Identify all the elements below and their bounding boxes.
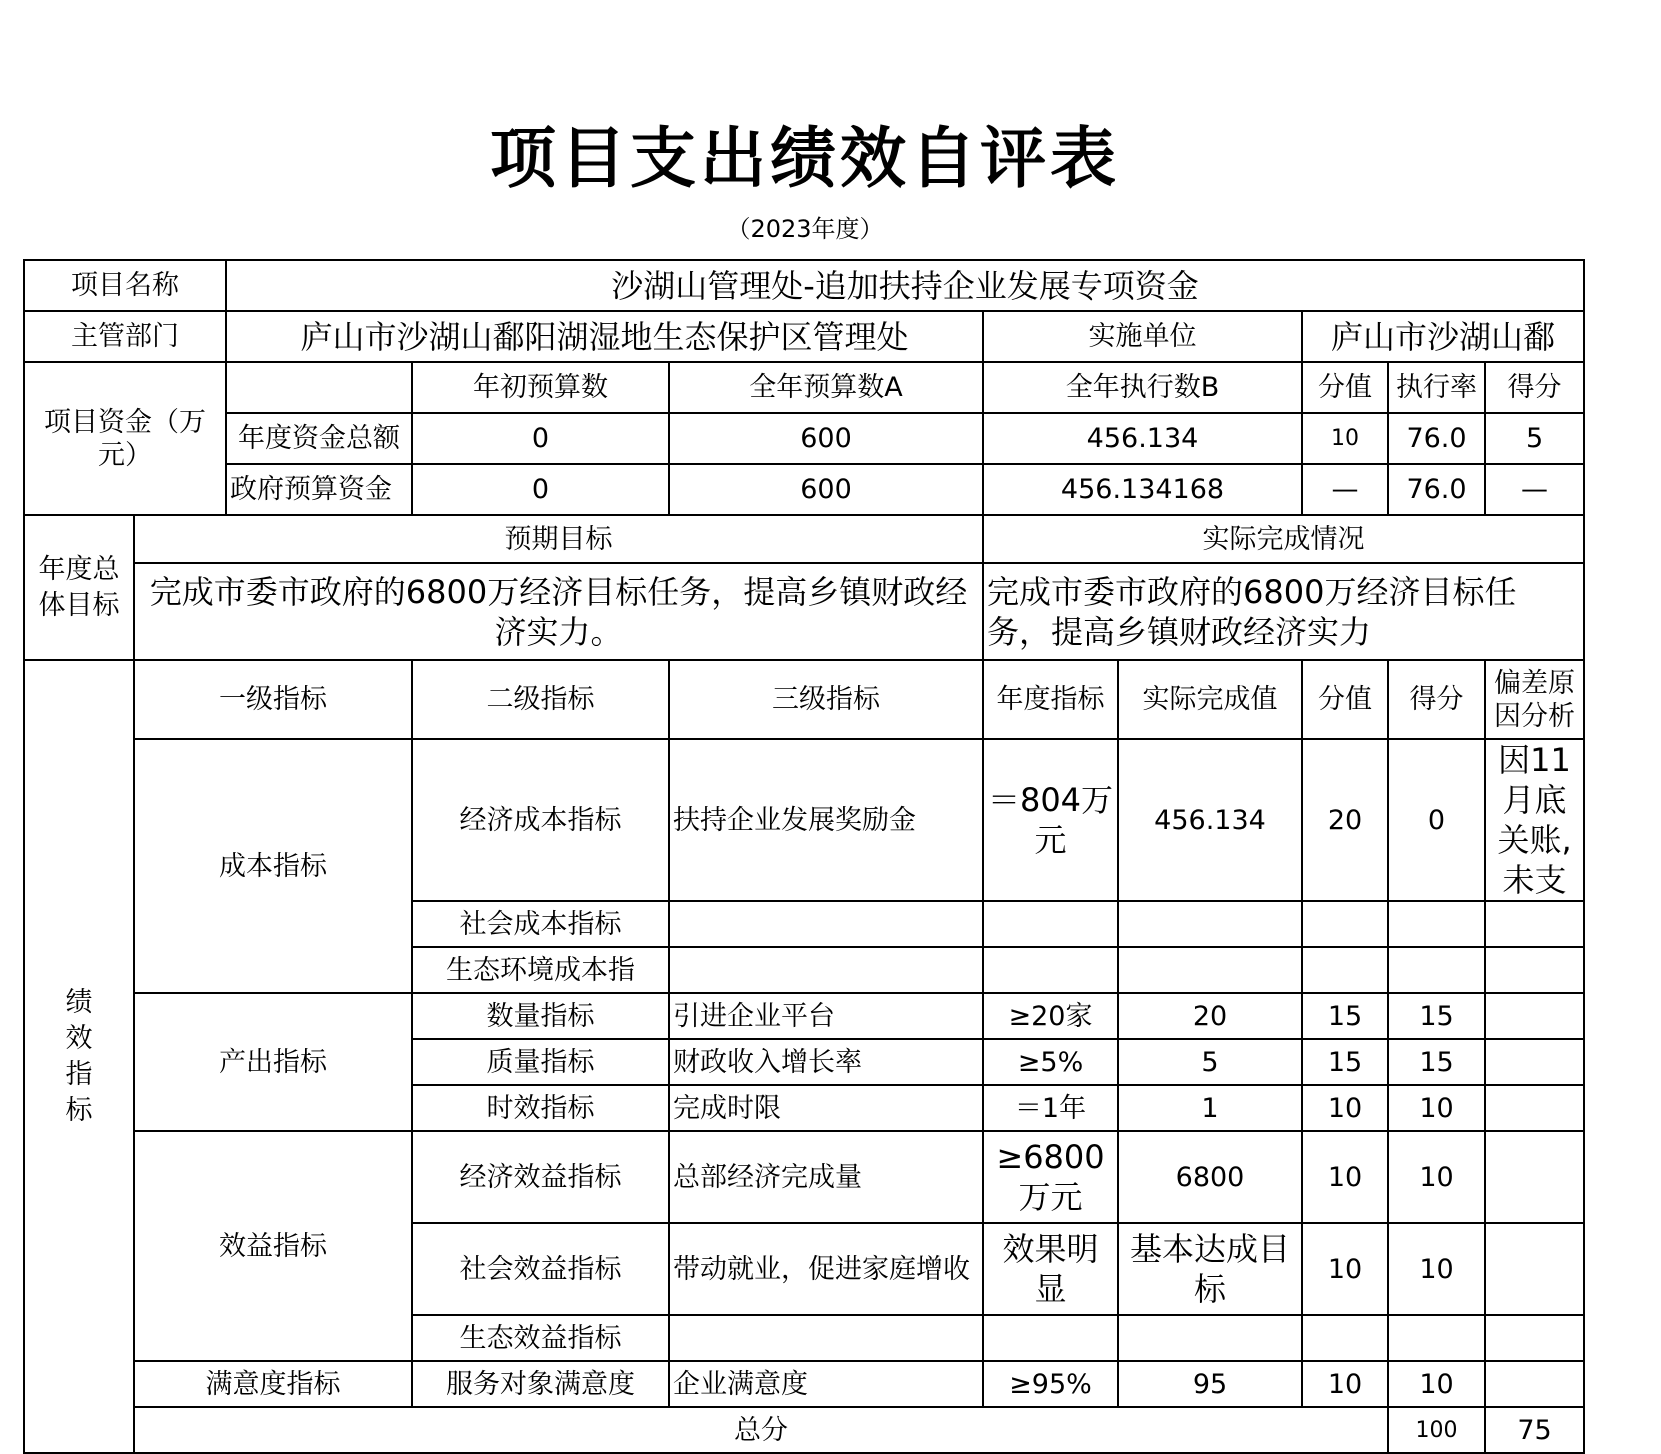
funds-header-score-value: 分值 bbox=[1302, 362, 1388, 413]
funds-header-initial: 年初预算数 bbox=[412, 362, 669, 413]
funds-row-rate: 76.0 bbox=[1388, 413, 1485, 464]
dept-label: 主管部门 bbox=[24, 311, 226, 362]
indicator-value: 10 bbox=[1302, 1223, 1388, 1315]
indicator-header-l1: 一级指标 bbox=[134, 660, 412, 739]
indicator-header-score: 得分 bbox=[1388, 660, 1485, 739]
total-label: 总分 bbox=[134, 1407, 1388, 1453]
performance-indicator-label bbox=[24, 660, 134, 1453]
indicator-l2: 社会效益指标 bbox=[412, 1223, 669, 1315]
indicator-row bbox=[24, 739, 1584, 901]
level1-satisfaction: 满意度指标 bbox=[134, 1361, 412, 1407]
indicator-actual: 基本达成目标 bbox=[1118, 1223, 1302, 1315]
indicator-reason bbox=[1485, 1315, 1584, 1361]
total-value: 100 bbox=[1388, 1407, 1485, 1453]
indicator-target: ≥95% bbox=[983, 1361, 1118, 1407]
indicator-score: 10 bbox=[1388, 1361, 1485, 1407]
indicator-l2: 服务对象满意度 bbox=[412, 1361, 669, 1407]
dept-value: 庐山市沙湖山鄱阳湖湿地生态保护区管理处 bbox=[226, 311, 983, 362]
indicator-actual: 5 bbox=[1118, 1039, 1302, 1085]
indicator-score bbox=[1388, 1315, 1485, 1361]
indicator-row bbox=[24, 1131, 1584, 1223]
indicator-reason bbox=[1485, 1223, 1584, 1315]
indicator-target: ≥5% bbox=[983, 1039, 1118, 1085]
indicator-l3: 引进企业平台 bbox=[669, 993, 983, 1039]
total-row bbox=[24, 1407, 1584, 1453]
indicator-l2: 经济效益指标 bbox=[412, 1131, 669, 1223]
funds-label: 项目资金（万元） bbox=[24, 362, 226, 515]
indicator-reason bbox=[1485, 1085, 1584, 1131]
indicator-reason bbox=[1485, 901, 1584, 947]
indicator-actual bbox=[1118, 901, 1302, 947]
indicator-header-target: 年度指标 bbox=[983, 660, 1118, 739]
indicator-actual: 95 bbox=[1118, 1361, 1302, 1407]
funds-row-initial: 0 bbox=[412, 413, 669, 464]
indicator-score bbox=[1388, 947, 1485, 993]
indicator-value: 10 bbox=[1302, 1131, 1388, 1223]
funds-header-executed: 全年执行数B bbox=[983, 362, 1302, 413]
indicator-row bbox=[24, 993, 1584, 1039]
level1-output: 产出指标 bbox=[134, 993, 412, 1131]
funds-row-total bbox=[24, 413, 1584, 464]
funds-row-annual: 600 bbox=[669, 413, 983, 464]
indicator-l2: 数量指标 bbox=[412, 993, 669, 1039]
funds-row-score: — bbox=[1485, 464, 1584, 515]
indicator-header-l2: 二级指标 bbox=[412, 660, 669, 739]
performance-indicator-text: 绩效指标 bbox=[65, 986, 93, 1126]
indicator-header-value: 分值 bbox=[1302, 660, 1388, 739]
expected-goal-header: 预期目标 bbox=[134, 515, 983, 563]
funds-row-executed: 456.134168 bbox=[983, 464, 1302, 515]
indicator-l3: 带动就业，促进家庭增收 bbox=[669, 1223, 983, 1315]
indicator-value: 15 bbox=[1302, 1039, 1388, 1085]
impl-value: 庐山市沙湖山鄱 bbox=[1302, 311, 1584, 362]
funds-header-blank bbox=[226, 362, 412, 413]
indicator-l3 bbox=[669, 947, 983, 993]
indicator-score: 15 bbox=[1388, 1039, 1485, 1085]
funds-row-executed: 456.134 bbox=[983, 413, 1302, 464]
funds-row-name: 年度资金总额 bbox=[226, 413, 412, 464]
funds-header-score: 得分 bbox=[1485, 362, 1584, 413]
actual-result-text: 完成市委市政府的6800万经济目标任务，提高乡镇财政经济实力 bbox=[983, 563, 1584, 660]
indicator-l3: 扶持企业发展奖励金 bbox=[669, 739, 983, 901]
indicator-value bbox=[1302, 947, 1388, 993]
indicator-reason bbox=[1485, 1039, 1584, 1085]
indicator-header-reason: 偏差原因分析 bbox=[1485, 660, 1584, 739]
goals-header-row bbox=[24, 515, 1584, 563]
funds-row-score-value: — bbox=[1302, 464, 1388, 515]
indicator-actual bbox=[1118, 1315, 1302, 1361]
indicator-reason bbox=[1485, 993, 1584, 1039]
project-name-value: 沙湖山管理处-追加扶持企业发展专项资金 bbox=[226, 260, 1584, 311]
indicator-score: 10 bbox=[1388, 1085, 1485, 1131]
indicator-l3: 企业满意度 bbox=[669, 1361, 983, 1407]
department-row bbox=[24, 311, 1584, 362]
indicator-l2: 生态环境成本指 bbox=[412, 947, 669, 993]
impl-label: 实施单位 bbox=[983, 311, 1302, 362]
indicator-l3 bbox=[669, 901, 983, 947]
actual-result-header: 实际完成情况 bbox=[983, 515, 1584, 563]
indicator-target: ≥6800万元 bbox=[983, 1131, 1118, 1223]
funds-row-initial: 0 bbox=[412, 464, 669, 515]
page-title: 项目支出绩效自评表 bbox=[490, 119, 1120, 197]
indicator-value bbox=[1302, 901, 1388, 947]
goals-text-row bbox=[24, 563, 1584, 660]
indicator-score: 10 bbox=[1388, 1223, 1485, 1315]
indicator-l2: 社会成本指标 bbox=[412, 901, 669, 947]
indicator-l2: 质量指标 bbox=[412, 1039, 669, 1085]
indicator-reason bbox=[1485, 947, 1584, 993]
indicator-header-actual: 实际完成值 bbox=[1118, 660, 1302, 739]
indicator-actual: 20 bbox=[1118, 993, 1302, 1039]
level1-benefit: 效益指标 bbox=[134, 1131, 412, 1361]
indicator-value: 20 bbox=[1302, 739, 1388, 901]
evaluation-table bbox=[23, 259, 1585, 1454]
total-score: 75 bbox=[1485, 1407, 1584, 1453]
year-subtitle: （2023年度） bbox=[726, 215, 884, 243]
indicator-l3 bbox=[669, 1315, 983, 1361]
indicator-target: ≥20家 bbox=[983, 993, 1118, 1039]
indicator-l3: 完成时限 bbox=[669, 1085, 983, 1131]
indicator-target: ＝804万元 bbox=[983, 739, 1118, 901]
funds-row-name: 政府预算资金 bbox=[226, 464, 412, 515]
indicator-actual: 6800 bbox=[1118, 1131, 1302, 1223]
indicator-actual: 1 bbox=[1118, 1085, 1302, 1131]
indicator-reason: 因11月底关账,未支 bbox=[1485, 739, 1584, 901]
indicator-header-row bbox=[24, 660, 1584, 739]
funds-header-annual: 全年预算数A bbox=[669, 362, 983, 413]
level1-cost: 成本指标 bbox=[134, 739, 412, 993]
indicator-l3: 总部经济完成量 bbox=[669, 1131, 983, 1223]
indicator-value bbox=[1302, 1315, 1388, 1361]
expected-goal-text: 完成市委市政府的6800万经济目标任务，提高乡镇财政经济实力。 bbox=[134, 563, 983, 660]
goals-label: 年度总体目标 bbox=[24, 515, 134, 660]
indicator-target: 效果明显 bbox=[983, 1223, 1118, 1315]
indicator-score: 15 bbox=[1388, 993, 1485, 1039]
indicator-l2: 时效指标 bbox=[412, 1085, 669, 1131]
indicator-actual: 456.134 bbox=[1118, 739, 1302, 901]
indicator-l2: 经济成本指标 bbox=[412, 739, 669, 901]
funds-row-government bbox=[24, 464, 1584, 515]
indicator-l2: 生态效益指标 bbox=[412, 1315, 669, 1361]
project-name-label: 项目名称 bbox=[24, 260, 226, 311]
funds-row-score: 5 bbox=[1485, 413, 1584, 464]
indicator-target bbox=[983, 947, 1118, 993]
indicator-score: 10 bbox=[1388, 1131, 1485, 1223]
funds-header-row bbox=[24, 362, 1584, 413]
indicator-actual bbox=[1118, 947, 1302, 993]
indicator-l3: 财政收入增长率 bbox=[669, 1039, 983, 1085]
indicator-value: 15 bbox=[1302, 993, 1388, 1039]
indicator-target bbox=[983, 1315, 1118, 1361]
project-name-row bbox=[24, 260, 1584, 311]
indicator-score: 0 bbox=[1388, 739, 1485, 901]
funds-row-rate: 76.0 bbox=[1388, 464, 1485, 515]
funds-header-rate: 执行率 bbox=[1388, 362, 1485, 413]
indicator-reason bbox=[1485, 1361, 1584, 1407]
funds-row-annual: 600 bbox=[669, 464, 983, 515]
indicator-header-l3: 三级指标 bbox=[669, 660, 983, 739]
funds-row-score-value: 10 bbox=[1302, 413, 1388, 464]
indicator-value: 10 bbox=[1302, 1361, 1388, 1407]
indicator-row bbox=[24, 1361, 1584, 1407]
indicator-value: 10 bbox=[1302, 1085, 1388, 1131]
indicator-score bbox=[1388, 901, 1485, 947]
indicator-reason bbox=[1485, 1131, 1584, 1223]
indicator-target bbox=[983, 901, 1118, 947]
indicator-target: ＝1年 bbox=[983, 1085, 1118, 1131]
